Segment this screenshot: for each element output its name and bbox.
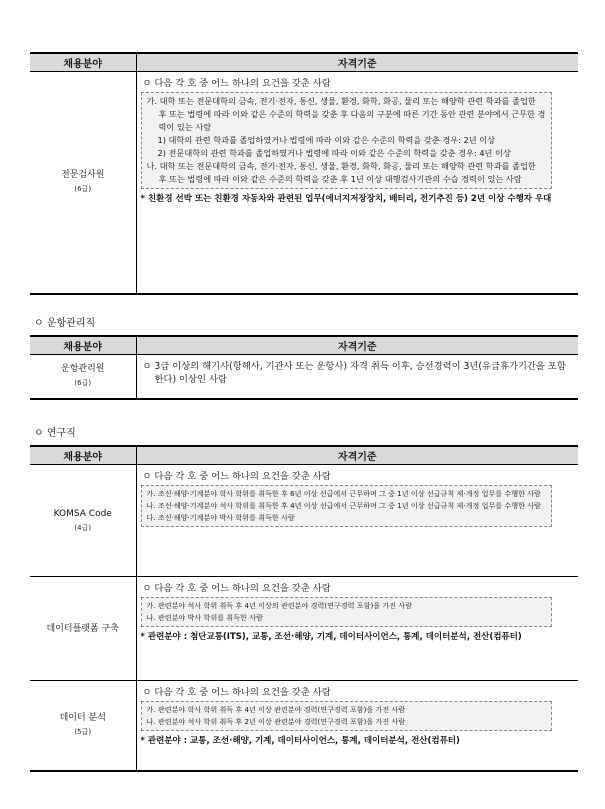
- criteria-cell: [136, 72, 578, 294]
- field-grade: (5급): [74, 728, 92, 737]
- criteria-cell: [136, 465, 578, 577]
- field-grade: (6급): [74, 379, 92, 388]
- criteria-text: ㅇ 3급 이상의 해기사(항해사, 기관사 또는 운항사) 자격 취득 이후, 승선경력이 3년(유급휴가기간을 포함한다) 이상인 사람: [142, 361, 566, 385]
- criteria-item: 가. 관련분야 석사 학위 취득 후 4년 이상의 관련분야 경력(연구경력 포함)을 가진 사람: [146, 601, 412, 610]
- criteria-intro: ㅇ 다음 각 호 중 어느 하나의 요건을 갖춘 사람: [142, 687, 331, 698]
- criteria-box: [141, 485, 553, 527]
- criteria-intro: ㅇ 다음 각 호 중 어느 하나의 요건을 갖춘 사람: [142, 78, 331, 89]
- field-grade: (4급): [74, 523, 92, 532]
- section-title-research: ㅇ 연구직: [34, 428, 76, 439]
- criteria-item: 다. 조선·해양·기계분야 박사 학위를 취득한 사람: [146, 513, 295, 522]
- field-name: KOMSA Code: [53, 508, 112, 519]
- criteria-item: 나. 관련분야 박사 학위를 취득한 사람: [146, 613, 263, 622]
- criteria-item: 가. 조선·해양·기계분야 학사 학위를 취득한 후 6년 이상 선급에서 근무하며 그 중 1년 이상 선급규칙 제·개정 업무를 수행한 사람: [146, 489, 541, 498]
- field-grade: (6급): [74, 185, 92, 194]
- criteria-box: [141, 701, 553, 731]
- criteria-item: 가. 관련분야 학사 학위 취득 후 4년 이상 관련분야 경력(연구경력 포함)을 가진 사람: [146, 705, 406, 714]
- related-field-note: * 관련분야 : 교통, 조선·해양, 기계, 데이터사이언스, 통계, 데이터분석, 전산(컴퓨터): [140, 736, 460, 746]
- criteria-subitem: 1) 대학의 관련 학과를 졸업하였거나 법령에 따라 이와 같은 수준의 학력을 갖춘 경우: 2년 이상: [157, 135, 496, 145]
- criteria-intro: ㅇ 다음 각 호 중 어느 하나의 요건을 갖춘 사람: [142, 471, 331, 482]
- field-cell: [30, 577, 136, 681]
- field-cell: [30, 72, 136, 294]
- criteria-box: [141, 92, 553, 189]
- field-name: 운항관리원: [61, 364, 105, 375]
- header-criteria: 자격기준: [136, 53, 578, 72]
- header-field: 채용분야: [30, 336, 136, 355]
- field-name: 전문검사원: [61, 170, 105, 181]
- header-field: 채용분야: [30, 446, 136, 465]
- criteria-intro: ㅇ 다음 각 호 중 어느 하나의 요건을 갖춘 사람: [142, 583, 331, 594]
- criteria-item: 나. 대학 또는 전문대학의 금속, 전기·전자, 통신, 생물, 환경, 화학, 화공, 물리 또는 해양학 관련 학과를 졸업한 후 또는 법령에 따라 이와 같은 수준의 학력을 갖춘 후 1년 이상 대행검사기관의 수습 경력이 있는 사람: [146, 161, 536, 184]
- criteria-subitem: 2) 전문대학의 관련 학과를 졸업하였거나 법령에 따라 이와 같은 수준의 학력을 갖춘 경우: 4년 이상: [157, 148, 511, 158]
- criteria-item: 가. 대학 또는 전문대학의 금속, 전기·전자, 통신, 생물, 환경, 화학, 화공, 물리 또는 해양학 관련 학과를 졸업한 후 또는 법령에 따라 이와 같은 수준의 학력을 갖춘 후 다음의 구분에 따른 기간 동안 관련 분야에서 근무한 경력이 있는 사람: [146, 96, 546, 132]
- section-title-operations: ㅇ 운항관리직: [34, 318, 96, 329]
- header-field: 채용분야: [30, 53, 136, 72]
- criteria-cell: [136, 681, 578, 771]
- field-name: 데이터플랫폼 구축: [46, 623, 119, 634]
- related-field-note: * 관련분야 : 첨단교통(ITS), 교통, 조선·해양, 기계, 데이터사이언스, 통계, 데이터분석, 전산(컴퓨터): [140, 632, 522, 642]
- preference-note: * 친환경 선박 또는 친환경 자동차와 관련된 업무(에너지저장장치, 배터리, 전기추진 등) 2년 이상 수행자 우대: [140, 194, 552, 204]
- criteria-item: 나. 관련분야 석사 학위 취득 후 2년 이상 관련분야 경력(연구경력 포함)을 가진 사람: [146, 717, 406, 726]
- requirements-table-operations: [30, 335, 578, 400]
- field-cell: [30, 355, 136, 399]
- header-criteria: 자격기준: [136, 336, 578, 355]
- criteria-item: 나. 조선·해양·기계분야 석사 학위를 취득한 후 4년 이상 선급에서 근무하며 그 중 1년 이상 선급규칙 제·개정 업무를 수행한 사람: [146, 501, 541, 510]
- requirements-table-research: [30, 445, 578, 772]
- criteria-cell: [136, 577, 578, 681]
- field-name: 데이터 분석: [59, 713, 106, 724]
- field-cell: [30, 465, 136, 577]
- header-criteria: 자격기준: [136, 446, 578, 465]
- field-cell: [30, 681, 136, 771]
- criteria-box: [141, 597, 553, 627]
- criteria-cell: [136, 355, 578, 399]
- requirements-table-inspector: [30, 52, 578, 295]
